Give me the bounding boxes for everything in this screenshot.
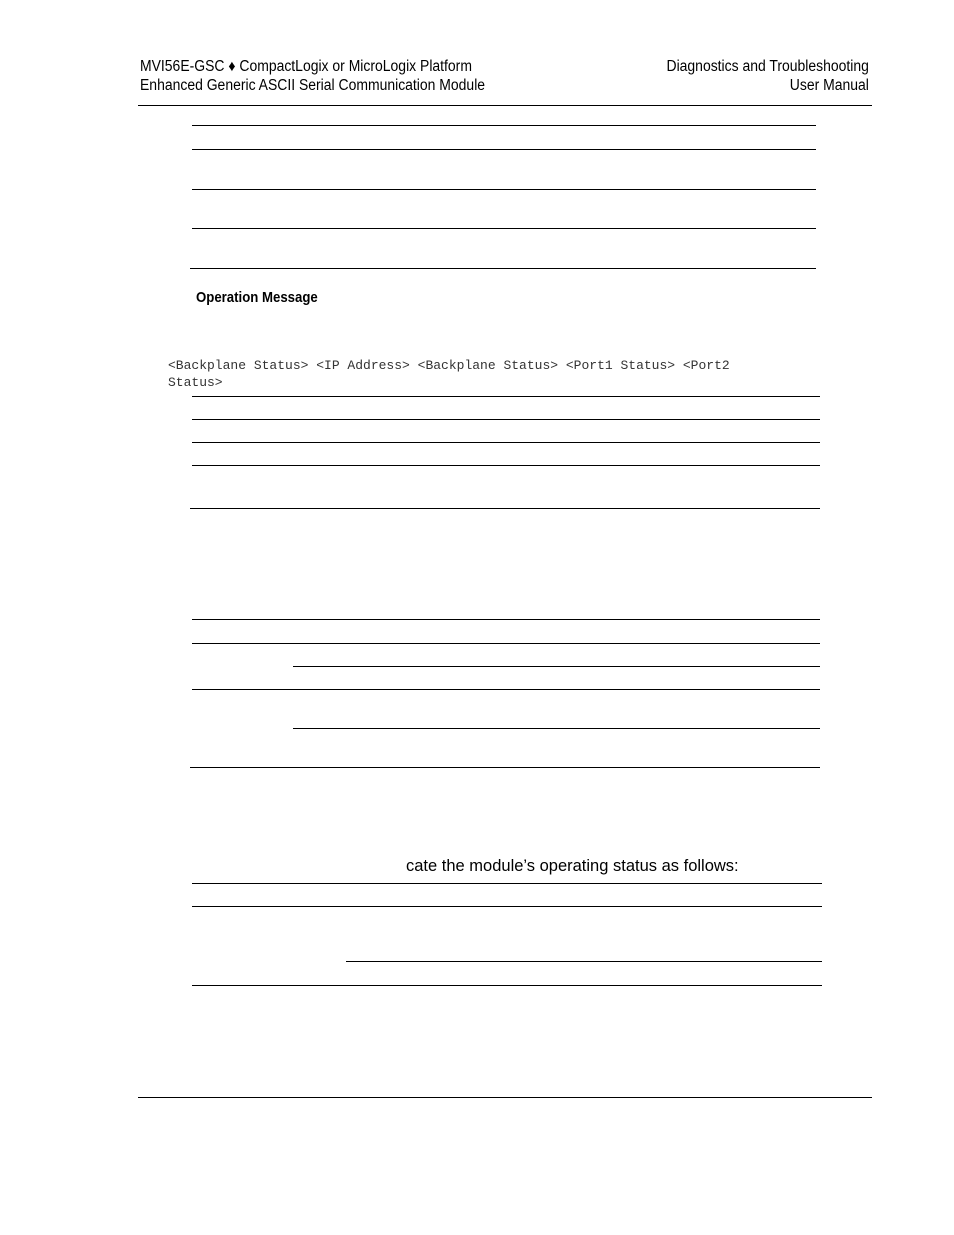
table3-subrule (293, 666, 820, 667)
table3-rule (192, 619, 820, 620)
table3-rule (192, 689, 820, 690)
table4-rule (192, 883, 822, 884)
table1-rule (192, 189, 816, 190)
table4-rule (192, 985, 822, 986)
table4-subrule (346, 961, 822, 962)
table2-rule (192, 465, 820, 466)
table2-rule (190, 508, 820, 509)
table1-rule (190, 268, 816, 269)
table1-rule (192, 228, 816, 229)
header-divider (138, 105, 872, 106)
table3-subrule (293, 728, 820, 729)
section-heading: Operation Message (196, 289, 318, 306)
table1-rule (192, 149, 816, 150)
footer-divider (138, 1097, 872, 1098)
message-format-line1: <Backplane Status> <IP Address> <Backplane Status> <Port1 Status> <Port2 (168, 358, 730, 373)
table2-rule (192, 442, 820, 443)
table1-rule (192, 125, 816, 126)
table3-rule (192, 643, 820, 644)
status-description: cate the module’s operating status as follows: (406, 857, 739, 875)
table3-rule (190, 767, 820, 768)
message-format-line2: Status> (168, 375, 223, 390)
table4-rule (192, 906, 822, 907)
header-manual-label: User Manual (789, 77, 869, 94)
table2-rule (192, 396, 820, 397)
header-product-title: MVI56E-GSC ♦ CompactLogix or MicroLogix Platform (140, 58, 472, 75)
header-product-subtitle: Enhanced Generic ASCII Serial Communication Module (140, 77, 486, 94)
header-section-title: Diagnostics and Troubleshooting (666, 58, 869, 75)
table2-rule (192, 419, 820, 420)
